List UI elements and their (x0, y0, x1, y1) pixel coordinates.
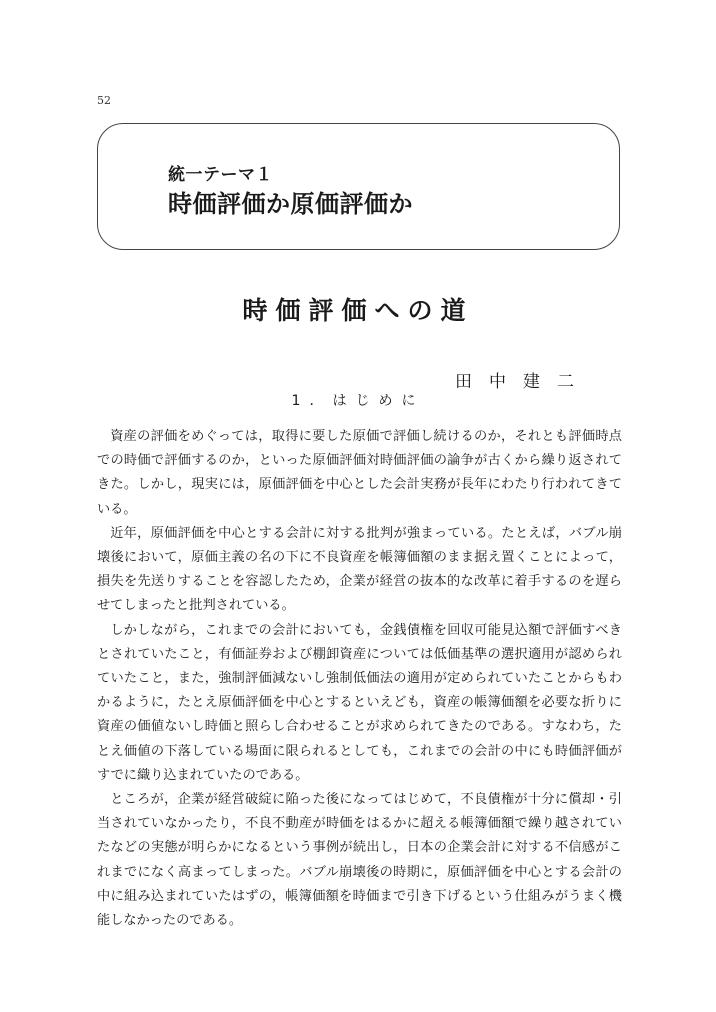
paragraph: ところが，企業が経営破綻に陥った後になってはじめて，不良債権が十分に償却・引当されていなかったり，不良不動産が時価をはるかに超える帳簿価額で繰り越されていたなどの実態が明らかになるという事例が続出し，日本の企業会計に対する不信感がこれまでになく高まってしまった。バブル崩壊後の時期に，原価評価を中心とする会計の中に組み込まれていたはずの，帳簿価額を時価まで引き下げるという仕組みがうまく機能しなかったのである。 (97, 792, 622, 929)
author-name: 田 中 建 二 (455, 372, 574, 392)
section-heading: 1．はじめに (291, 393, 425, 409)
paragraph: 近年，原価評価を中心とする会計に対する批判が強まっている。たとえば，バブル崩壊後において，原価主義の名の下に不良資産を帳簿価額のまま据え置くことによって，損失を先送りすることを容認したため，企業が経営の抜本的な改革に着手するのを遅らせてしまったと批判されている。 (97, 525, 622, 614)
paragraph: 資産の評価をめぐっては，取得に要した原価で評価し続けるのか，それとも評価時点での時価で評価するのか，といった原価評価対時価評価の論争が古くから繰り返されてきた。しかし，現実には，原価評価を中心とした会計実務が長年にわたり行われてきている。 (97, 429, 622, 517)
article-title: 時価評価への道 (242, 296, 474, 325)
theme-label: 統一テーマ１ (168, 165, 273, 185)
theme-box (97, 123, 620, 250)
page-number: 52 (97, 94, 111, 107)
theme-title: 時価評価か原価評価か (168, 189, 413, 218)
body-text (97, 425, 622, 933)
paragraph: しかしながら，これまでの会計においても，金銭債権を回収可能見込額で評価すべきとされていたこと，有価証券および棚卸資産については低価基準の選択適用が認められていたこと，また，強制評価減ないし強制低価法の適用が定められていたことからもわかるように，たとえ原価評価を中心とするといえども，資産の帳簿価額を必要な折りに資産の価値ないし時価と照らし合わせることが求められてきたのである。すなわち，たとえ価値の下落している場面に限られるとしても，これまでの会計の中にも時価評価がすでに織り込まれていたのである。 (97, 622, 622, 783)
